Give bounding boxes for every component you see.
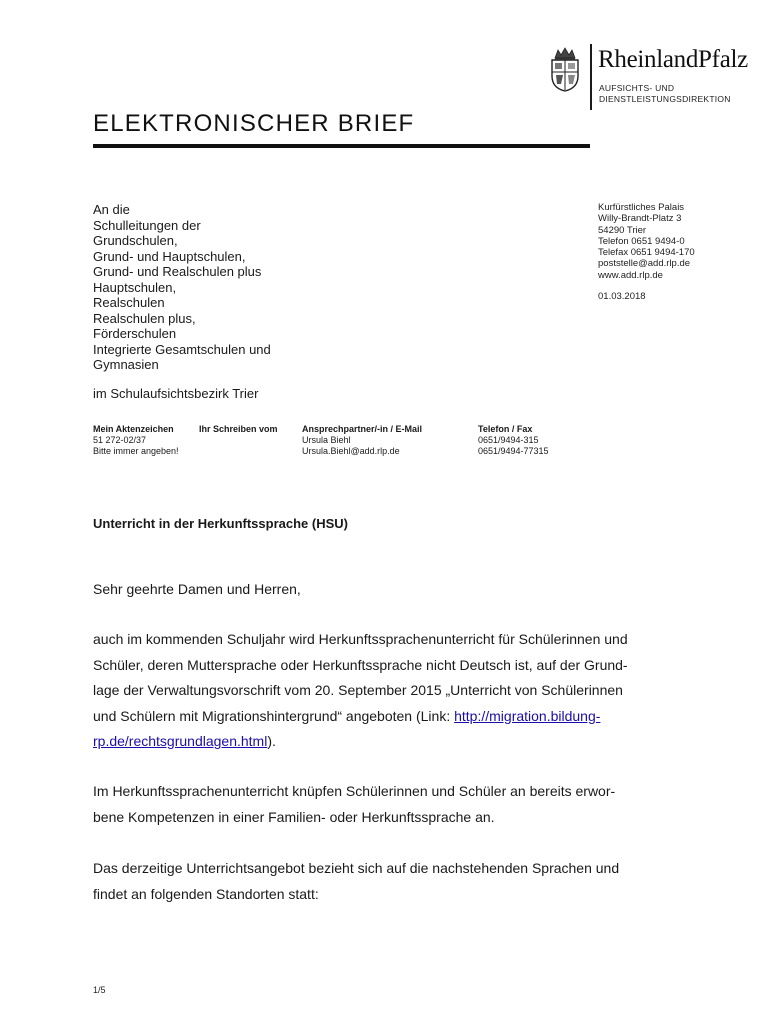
logo-divider — [590, 44, 592, 110]
recipient-line: Gymnasien — [93, 357, 159, 372]
paragraph-line: findet an folgenden Standorten statt: — [93, 885, 319, 902]
recipient-line: An die — [93, 202, 130, 217]
paragraph-text: und Schülern mit Migrationshintergrund“ angeboten (Link: — [93, 707, 455, 724]
sender-address — [598, 202, 748, 281]
recipient-line: Integrierte Gesamtschulen und — [93, 341, 271, 357]
paragraph-line: Das derzeitige Unterrichtsangebot bezieht sich auf die nachstehenden Sprachen und — [93, 860, 620, 876]
paragraph-line: auch im kommenden Schuljahr wird Herkunftssprachenunterricht für Schülerinnen und — [93, 631, 628, 647]
sender-email: poststelle@add.rlp.de — [598, 258, 691, 270]
fax-number: 0651/9494-77315 — [478, 446, 549, 456]
salutation: Sehr geehrte Damen und Herren, — [93, 581, 301, 597]
aktenzeichen-value: 51 272-02/37 — [93, 435, 147, 445]
sender-phone: Telefon 0651 9494-0 — [598, 235, 685, 247]
heading-rule — [93, 144, 590, 148]
reference-contact — [302, 424, 422, 457]
recipient-line: Realschulen plus, — [93, 310, 196, 326]
sender-line: 54290 Trier — [598, 224, 647, 236]
paragraph-2 — [93, 779, 693, 830]
logo — [546, 44, 746, 114]
phone-number: 0651/9494-315 — [478, 435, 539, 445]
guidelines-link-continued[interactable]: rp.de/rechtsgrundlagen.html — [93, 733, 268, 749]
paragraph-line: lage der Verwaltungsvorschrift vom 20. September 2015 „Unterricht von Schülerinnen — [93, 682, 623, 698]
aktenzeichen-note: Bitte immer angeben! — [93, 446, 179, 456]
coat-of-arms-icon — [548, 46, 582, 92]
letter-subject: Unterricht in der Herkunftssprache (HSU) — [93, 516, 348, 531]
document-heading: ELEKTRONISCHER BRIEF — [93, 110, 415, 137]
reference-phone — [478, 424, 549, 457]
paragraph-line: Im Herkunftssprachenunterricht knüpfen Schülerinnen und Schüler an bereits erwor- — [93, 783, 616, 799]
schreiben-header: Ihr Schreiben vom — [199, 424, 278, 434]
phone-header: Telefon / Fax — [478, 424, 533, 434]
paragraph-line: bene Kompetenzen in einer Familien- oder Herkunftssprache an. — [93, 808, 495, 825]
recipient-line: Realschulen — [93, 295, 165, 310]
sender-fax: Telefax 0651 9494-170 — [598, 247, 695, 259]
recipient-line: Schulleitungen der — [93, 217, 201, 233]
recipient-district: im Schulaufsichtsbezirk Trier — [93, 386, 259, 401]
recipient-line: Hauptschulen, — [93, 279, 177, 295]
paragraph-1 — [93, 627, 693, 755]
paragraph-line — [93, 729, 693, 755]
letter-date: 01.03.2018 — [598, 291, 646, 302]
reference-schreiben — [199, 424, 278, 435]
reference-aktenzeichen — [93, 424, 179, 457]
paragraph-text: ). — [267, 733, 276, 749]
recipient-line: Grundschulen, — [93, 233, 178, 248]
page-number: 1/5 — [93, 985, 106, 995]
sender-line: Kurfürstliches Palais — [598, 202, 685, 213]
logo-name: RheinlandPfalz — [598, 46, 748, 73]
contact-name: Ursula Biehl — [302, 435, 351, 445]
contact-header: Ansprechpartner/-in / E-Mail — [302, 424, 423, 434]
logo-subtitle-line: AUFSICHTS- UND — [599, 83, 675, 93]
sender-website: www.add.rlp.de — [598, 269, 663, 281]
recipient-line: Grund- und Hauptschulen, — [93, 248, 246, 264]
paragraph-line: Schüler, deren Muttersprache oder Herkunftssprache nicht Deutsch ist, auf der Grund- — [93, 656, 628, 673]
paragraph-3 — [93, 856, 693, 907]
aktenzeichen-header: Mein Aktenzeichen — [93, 424, 174, 434]
recipient-line: Förderschulen — [93, 326, 177, 341]
logo-subtitle-line: DIENSTLEISTUNGSDIREKTION — [599, 94, 731, 104]
recipient-line: Grund- und Realschulen plus — [93, 264, 262, 279]
contact-email: Ursula.Biehl@add.rlp.de — [302, 446, 400, 456]
logo-subtitle — [599, 83, 731, 105]
sender-line: Willy-Brandt-Platz 3 — [598, 213, 682, 225]
guidelines-link[interactable]: http://migration.bildung- — [454, 707, 601, 724]
paragraph-line — [93, 704, 693, 730]
recipient-address — [93, 202, 393, 373]
